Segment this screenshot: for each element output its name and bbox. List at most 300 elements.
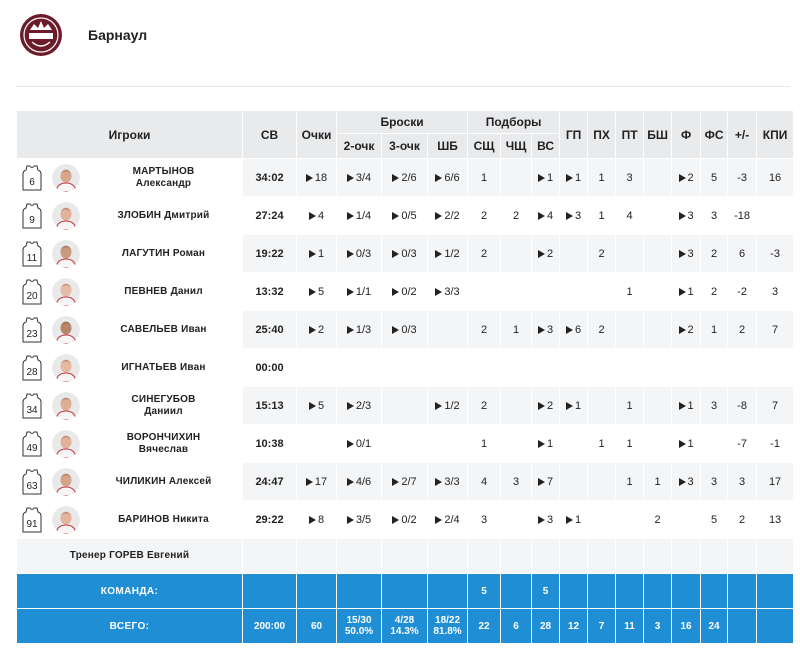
play-arrow-icon[interactable] xyxy=(538,250,545,258)
stat-eff xyxy=(757,235,794,273)
play-arrow-icon[interactable] xyxy=(679,326,686,334)
stat-value: 2 xyxy=(711,285,718,298)
jersey-number: 6 xyxy=(28,176,35,188)
play-arrow-icon[interactable] xyxy=(566,212,573,220)
player-name[interactable] xyxy=(85,349,243,387)
header-stl[interactable]: ПТ xyxy=(616,111,644,159)
cell xyxy=(560,539,588,574)
cell xyxy=(728,539,757,574)
stat-dreb xyxy=(501,501,532,539)
player-name[interactable] xyxy=(85,425,243,463)
cell xyxy=(243,539,297,574)
stat-fd xyxy=(701,463,728,501)
stat-treb xyxy=(532,349,560,387)
stat-value: 2 xyxy=(711,247,718,260)
stat-two xyxy=(337,159,382,197)
stat-value: 17 xyxy=(314,475,328,488)
play-arrow-icon[interactable] xyxy=(309,326,316,334)
header-pf[interactable]: Ф xyxy=(672,111,701,159)
stat-value: 3 xyxy=(626,171,633,184)
player-name-line1[interactable]: БАРИНОВ Никита xyxy=(118,513,209,525)
total-two xyxy=(337,609,382,644)
player-name-line1[interactable]: ЧИЛИКИН Алексей xyxy=(115,475,212,487)
play-arrow-icon[interactable] xyxy=(679,174,686,182)
stat-blk xyxy=(644,235,672,273)
header-players[interactable]: Игроки xyxy=(17,111,243,159)
stat-three xyxy=(382,235,428,273)
play-arrow-icon[interactable] xyxy=(347,516,354,524)
team-row xyxy=(17,574,794,609)
stat-value: 3 xyxy=(711,475,718,488)
stat-value: 1 xyxy=(546,437,554,450)
player-name[interactable] xyxy=(85,235,243,273)
player-name-line1[interactable]: МАРТЫНОВ xyxy=(132,165,195,177)
stat-blk xyxy=(644,425,672,463)
total-pts: 60 xyxy=(297,609,337,644)
play-arrow-icon[interactable] xyxy=(566,402,573,410)
total-dreb: 6 xyxy=(501,609,532,644)
stat-two xyxy=(337,349,382,387)
player-name[interactable] xyxy=(85,197,243,235)
stat-value: 16 xyxy=(768,171,782,184)
stat-two xyxy=(337,387,382,425)
jersey-number: 20 xyxy=(25,290,38,302)
jersey-number: 63 xyxy=(25,480,38,492)
stat-value: -7 xyxy=(737,437,747,450)
total-pm xyxy=(728,609,757,644)
player-name[interactable] xyxy=(85,387,243,425)
play-arrow-icon[interactable] xyxy=(538,174,545,182)
stat-value: 4 xyxy=(546,209,554,222)
stat-sv xyxy=(243,197,297,235)
total-ft xyxy=(428,609,468,644)
total-stl: 11 xyxy=(616,609,644,644)
stat-treb xyxy=(532,311,560,349)
play-arrow-icon[interactable] xyxy=(347,250,354,258)
stat-to xyxy=(588,387,616,425)
stat-stl xyxy=(616,311,644,349)
stat-pts xyxy=(297,273,337,311)
jersey-icon xyxy=(21,165,43,191)
stat-pf xyxy=(672,349,701,387)
player-row[interactable] xyxy=(17,197,794,235)
stat-ft xyxy=(428,197,468,235)
jersey-number: 9 xyxy=(28,214,35,226)
stat-pf xyxy=(672,159,701,197)
play-arrow-icon[interactable] xyxy=(309,250,316,258)
photo-cell xyxy=(47,311,85,349)
stat-three xyxy=(382,311,428,349)
play-arrow-icon[interactable] xyxy=(538,212,545,220)
player-row[interactable] xyxy=(17,311,794,349)
play-arrow-icon[interactable] xyxy=(392,250,399,258)
cell xyxy=(757,539,794,574)
stat-two xyxy=(337,273,382,311)
stat-dreb xyxy=(501,311,532,349)
play-arrow-icon[interactable] xyxy=(679,440,686,448)
stat-eff xyxy=(757,463,794,501)
stat-to xyxy=(588,425,616,463)
jersey-number: 11 xyxy=(26,252,37,264)
stat-value: 1 xyxy=(480,437,488,450)
stat-pts xyxy=(297,387,337,425)
play-arrow-icon[interactable] xyxy=(347,440,354,448)
stat-value: 1 xyxy=(317,247,325,260)
play-arrow-icon[interactable] xyxy=(347,402,354,410)
play-arrow-icon[interactable] xyxy=(392,212,399,220)
stat-value: 27:24 xyxy=(255,209,284,222)
stat-value: 1 xyxy=(575,513,582,526)
cell xyxy=(337,539,382,574)
stat-eff xyxy=(757,349,794,387)
play-arrow-icon[interactable] xyxy=(347,478,354,486)
stat-pf xyxy=(672,311,701,349)
stat-value: 7 xyxy=(772,323,779,336)
stat-value: 1/1 xyxy=(355,285,372,298)
stat-stl xyxy=(616,159,644,197)
total-three-pct: 14.3% xyxy=(390,626,419,637)
play-arrow-icon[interactable] xyxy=(679,478,686,486)
stat-ast xyxy=(560,387,588,425)
jersey-icon xyxy=(21,241,43,267)
stat-dreb xyxy=(501,273,532,311)
stat-pts xyxy=(297,501,337,539)
stat-ft xyxy=(428,311,468,349)
stat-dreb xyxy=(501,235,532,273)
stat-ft xyxy=(428,349,468,387)
stat-value: 3 xyxy=(687,475,694,488)
header-sv[interactable]: СВ xyxy=(243,111,297,159)
photo-cell xyxy=(47,349,85,387)
player-row[interactable] xyxy=(17,501,794,539)
player-name[interactable] xyxy=(85,159,243,197)
player-row[interactable] xyxy=(17,273,794,311)
header-shots: Броски xyxy=(337,111,468,134)
photo-cell xyxy=(47,159,85,197)
header-pts[interactable]: Очки xyxy=(297,111,337,159)
stat-value: 3/3 xyxy=(444,285,460,298)
stat-treb xyxy=(532,273,560,311)
play-arrow-icon[interactable] xyxy=(538,326,545,334)
header-three[interactable]: 3-очк xyxy=(382,134,428,159)
player-photo-icon[interactable] xyxy=(52,354,80,382)
player-row[interactable] xyxy=(17,463,794,501)
play-arrow-icon[interactable] xyxy=(435,212,442,220)
stat-dreb xyxy=(501,159,532,197)
team-header xyxy=(16,12,147,58)
team-treb: 5 xyxy=(532,574,560,609)
cell xyxy=(588,539,616,574)
play-arrow-icon[interactable] xyxy=(679,402,686,410)
player-name[interactable] xyxy=(85,463,243,501)
stat-ft xyxy=(428,387,468,425)
jersey-number: 23 xyxy=(25,328,38,340)
play-arrow-icon[interactable] xyxy=(309,212,316,220)
header-dreb[interactable]: ЧЩ xyxy=(501,134,532,159)
player-name-line2[interactable]: Вячеслав xyxy=(138,443,189,455)
stat-pts xyxy=(297,349,337,387)
play-arrow-icon[interactable] xyxy=(392,288,399,296)
stat-eff xyxy=(757,311,794,349)
cell xyxy=(672,574,701,609)
stat-pf xyxy=(672,463,701,501)
jersey-icon xyxy=(21,393,43,419)
header-fd[interactable]: ФС xyxy=(701,111,728,159)
header-ft[interactable]: ШБ xyxy=(428,134,468,159)
stat-value: 3 xyxy=(512,475,520,488)
stat-to xyxy=(588,159,616,197)
play-arrow-icon[interactable] xyxy=(347,212,354,220)
jersey-cell xyxy=(17,349,47,387)
play-arrow-icon[interactable] xyxy=(306,478,313,486)
team-logo-icon[interactable] xyxy=(16,12,66,58)
player-row[interactable] xyxy=(17,235,794,273)
play-arrow-icon[interactable] xyxy=(679,250,686,258)
player-photo-icon[interactable] xyxy=(52,278,80,306)
play-arrow-icon[interactable] xyxy=(392,516,399,524)
stat-value: 3/5 xyxy=(355,513,372,526)
header-eff[interactable]: КПИ xyxy=(757,111,794,159)
stat-pm xyxy=(728,349,757,387)
stat-value: -3 xyxy=(737,171,747,184)
stat-value: 19:22 xyxy=(255,247,284,260)
player-name[interactable] xyxy=(85,273,243,311)
stat-value: 17 xyxy=(768,475,782,488)
jersey-cell xyxy=(17,197,47,235)
stat-three xyxy=(382,197,428,235)
total-fd: 24 xyxy=(701,609,728,644)
stat-three xyxy=(382,501,428,539)
stat-three xyxy=(382,159,428,197)
header-treb[interactable]: ВС xyxy=(532,134,560,159)
play-arrow-icon[interactable] xyxy=(538,516,545,524)
stat-ft xyxy=(428,159,468,197)
stat-treb xyxy=(532,463,560,501)
stat-oreb xyxy=(468,463,501,501)
jersey-cell xyxy=(17,501,47,539)
stat-pm xyxy=(728,387,757,425)
cell xyxy=(701,574,728,609)
stat-sv xyxy=(243,387,297,425)
cell xyxy=(701,539,728,574)
total-ft-pct: 81.8% xyxy=(433,626,462,637)
player-photo-icon[interactable] xyxy=(52,506,80,534)
play-arrow-icon[interactable] xyxy=(679,288,686,296)
header-rebounds: Подборы xyxy=(468,111,560,134)
play-arrow-icon[interactable] xyxy=(538,478,545,486)
stat-three xyxy=(382,463,428,501)
header-blk[interactable]: БШ xyxy=(644,111,672,159)
player-name-line1[interactable]: СИНЕГУБОВ xyxy=(131,393,196,405)
stat-treb xyxy=(532,197,560,235)
play-arrow-icon[interactable] xyxy=(538,440,545,448)
play-arrow-icon[interactable] xyxy=(392,326,399,334)
total-row xyxy=(17,609,794,644)
stat-treb xyxy=(532,159,560,197)
stat-value: 1 xyxy=(546,171,554,184)
jersey-icon xyxy=(21,203,43,229)
play-arrow-icon[interactable] xyxy=(679,212,686,220)
stat-value: 2 xyxy=(480,399,488,412)
player-row[interactable] xyxy=(17,387,794,425)
stat-to xyxy=(588,273,616,311)
play-arrow-icon[interactable] xyxy=(435,288,442,296)
header-to[interactable]: ПХ xyxy=(588,111,616,159)
stat-value: 2 xyxy=(480,209,488,222)
stat-value: 1 xyxy=(575,171,582,184)
header-oreb[interactable]: СЩ xyxy=(468,134,501,159)
stat-value: 3 xyxy=(687,247,694,260)
play-arrow-icon[interactable] xyxy=(309,288,316,296)
cell xyxy=(644,574,672,609)
play-arrow-icon[interactable] xyxy=(435,402,442,410)
play-arrow-icon[interactable] xyxy=(309,516,316,524)
stat-value: 24:47 xyxy=(255,475,284,488)
stat-ast xyxy=(560,311,588,349)
play-arrow-icon[interactable] xyxy=(566,174,573,182)
stat-pm xyxy=(728,159,757,197)
stat-value: 2 xyxy=(687,171,694,184)
play-arrow-icon[interactable] xyxy=(566,326,573,334)
cell xyxy=(297,539,337,574)
stat-value: 0/3 xyxy=(401,247,417,260)
player-photo-icon[interactable] xyxy=(52,392,80,420)
player-name-line2[interactable]: Даниил xyxy=(144,405,183,417)
stat-treb xyxy=(532,235,560,273)
stat-blk xyxy=(644,273,672,311)
player-row[interactable] xyxy=(17,349,794,387)
play-arrow-icon[interactable] xyxy=(538,402,545,410)
player-name-line1[interactable]: ЗЛОБИН Дмитрий xyxy=(117,209,210,221)
play-arrow-icon[interactable] xyxy=(306,174,313,182)
stat-value: 1 xyxy=(687,399,694,412)
stat-dreb xyxy=(501,349,532,387)
play-arrow-icon[interactable] xyxy=(347,174,354,182)
player-name-line1[interactable]: ИГНАТЬЕВ Иван xyxy=(121,361,206,373)
stat-value: 1 xyxy=(626,285,633,298)
stat-eff xyxy=(757,273,794,311)
team-name[interactable]: Барнаул xyxy=(88,27,148,43)
stat-treb xyxy=(532,425,560,463)
cell xyxy=(644,539,672,574)
stat-stl xyxy=(616,349,644,387)
stat-value: 2/7 xyxy=(401,475,417,488)
stat-sv xyxy=(243,425,297,463)
player-photo-icon[interactable] xyxy=(52,430,80,458)
stat-sv xyxy=(243,235,297,273)
total-pf: 16 xyxy=(672,609,701,644)
total-sv: 200:00 xyxy=(243,609,297,644)
player-name[interactable] xyxy=(85,501,243,539)
photo-cell xyxy=(47,387,85,425)
stat-value: 18 xyxy=(314,171,328,184)
stat-value: 1 xyxy=(626,399,633,412)
stat-value: 0/2 xyxy=(401,513,417,526)
play-arrow-icon[interactable] xyxy=(309,402,316,410)
stat-value: 5 xyxy=(317,285,325,298)
stat-ast xyxy=(560,349,588,387)
player-name-line2[interactable]: Александр xyxy=(135,177,192,189)
cell xyxy=(728,574,757,609)
play-arrow-icon[interactable] xyxy=(435,174,442,182)
jersey-icon xyxy=(21,469,43,495)
player-name[interactable] xyxy=(85,311,243,349)
total-two-pct: 50.0% xyxy=(344,626,374,637)
stat-value: -1 xyxy=(770,437,780,450)
stat-oreb xyxy=(468,235,501,273)
play-arrow-icon[interactable] xyxy=(566,516,573,524)
play-arrow-icon[interactable] xyxy=(392,478,399,486)
player-name-line1[interactable]: ВОРОНЧИХИН xyxy=(126,431,201,443)
stat-stl xyxy=(616,235,644,273)
stat-value: 3 xyxy=(711,399,718,412)
player-photo-icon[interactable] xyxy=(52,202,80,230)
total-eff xyxy=(757,609,794,644)
play-arrow-icon[interactable] xyxy=(347,288,354,296)
player-name-line1[interactable]: ЛАГУТИН Роман xyxy=(121,247,206,259)
jersey-cell xyxy=(17,387,47,425)
header-two[interactable]: 2-очк xyxy=(337,134,382,159)
photo-cell xyxy=(47,501,85,539)
stat-oreb xyxy=(468,501,501,539)
play-arrow-icon[interactable] xyxy=(435,478,442,486)
play-arrow-icon[interactable] xyxy=(435,516,442,524)
total-two-made: 15/30 xyxy=(346,615,372,626)
player-photo-icon[interactable] xyxy=(52,240,80,268)
stat-eff xyxy=(757,159,794,197)
stat-value: 3 xyxy=(711,209,718,222)
header-pm[interactable]: +/- xyxy=(728,111,757,159)
player-photo-icon[interactable] xyxy=(52,316,80,344)
stat-sv xyxy=(243,463,297,501)
jersey-number: 49 xyxy=(25,442,38,454)
stat-pts xyxy=(297,159,337,197)
stat-oreb xyxy=(468,273,501,311)
stat-three xyxy=(382,387,428,425)
stat-to xyxy=(588,463,616,501)
stat-value: 4 xyxy=(626,209,633,222)
player-row[interactable] xyxy=(17,159,794,197)
stat-value: 1 xyxy=(598,171,605,184)
play-arrow-icon[interactable] xyxy=(392,174,399,182)
cell xyxy=(560,574,588,609)
stat-stl xyxy=(616,197,644,235)
header-ast[interactable]: ГП xyxy=(560,111,588,159)
player-row[interactable] xyxy=(17,425,794,463)
player-photo-icon[interactable] xyxy=(52,164,80,192)
play-arrow-icon[interactable] xyxy=(347,326,354,334)
cell xyxy=(382,574,428,609)
header-divider xyxy=(16,86,790,87)
stat-ast xyxy=(560,501,588,539)
stat-value: 0/5 xyxy=(401,209,417,222)
box-score-table xyxy=(16,110,794,644)
stat-oreb xyxy=(468,349,501,387)
stat-pts xyxy=(297,463,337,501)
stat-value: 2 xyxy=(739,513,746,526)
stat-value: 13:32 xyxy=(255,285,284,298)
photo-cell xyxy=(47,197,85,235)
stat-fd xyxy=(701,235,728,273)
stat-value: 2 xyxy=(598,323,605,336)
stat-sv xyxy=(243,273,297,311)
coach-name: Тренер ГОРЕВ Евгений xyxy=(17,539,243,574)
player-name-line1[interactable]: ПЕВНЕВ Данил xyxy=(124,285,203,297)
play-arrow-icon[interactable] xyxy=(435,250,442,258)
stat-value: 2 xyxy=(687,323,694,336)
player-photo-icon[interactable] xyxy=(52,468,80,496)
player-name-line1[interactable]: САВЕЛЬЕВ Иван xyxy=(120,323,207,335)
